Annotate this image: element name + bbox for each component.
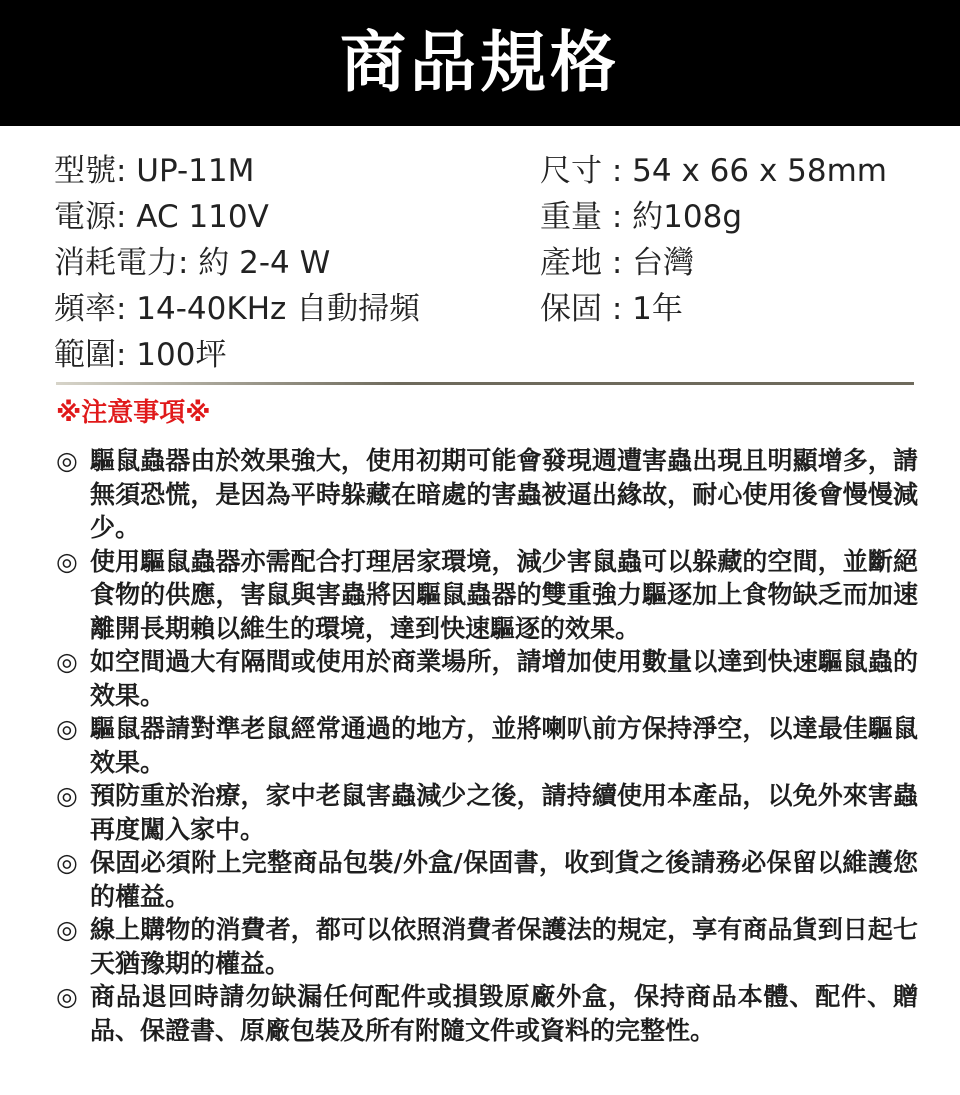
notice-item-text: 商品退回時請勿缺漏任何配件或損毀原廠外盒，保持商品本體、配件、贈品、保證書、原廠包裝及所有附隨文件或資料的完整性。 (90, 982, 918, 1045)
notice-item-text: 驅鼠蟲器由於效果強大，使用初期可能會發現週遭害蟲出現且明顯增多，請無須恐慌，是因為平時躲藏在暗處的害蟲被逼出緣故，耐心使用後會慢慢減少。 (90, 446, 918, 542)
notice-item (56, 846, 918, 913)
notice-item (56, 444, 918, 545)
spec-origin: 產地 : 台灣 (540, 245, 695, 281)
notice-item (56, 779, 918, 846)
notice-item (56, 645, 918, 712)
spec-column-right (540, 148, 887, 332)
notice-item (56, 545, 918, 646)
bullet-icon: ◎ (56, 714, 78, 743)
spec-power-source: 電源: AC 110V (54, 199, 269, 235)
spec-model: 型號: UP-11M (54, 153, 255, 189)
notice-item (56, 980, 918, 1047)
spec-warranty: 保固 : 1年 (540, 291, 683, 327)
notice-item-text: 保固必須附上完整商品包裝/外盒/保固書，收到貨之後請務必保留以維護您的權益。 (90, 848, 918, 911)
bullet-icon: ◎ (56, 446, 78, 475)
bullet-icon: ◎ (56, 848, 78, 877)
page-title: 商品規格 (340, 24, 620, 101)
spec-frequency: 頻率: 14-40KHz 自動掃頻 (54, 291, 421, 327)
section-divider (56, 382, 914, 385)
notice-item-text: 使用驅鼠蟲器亦需配合打理居家環境，減少害鼠蟲可以躲藏的空間，並斷絕食物的供應，害鼠與害蟲將因驅鼠蟲器的雙重強力驅逐加上食物缺乏而加速離開長期賴以維生的環境，達到快速驅逐的效果。 (90, 546, 918, 643)
header-banner (0, 0, 960, 126)
notice-item (56, 712, 918, 779)
bullet-icon: ◎ (56, 982, 78, 1011)
spec-power-consumption: 消耗電力: 約 2-4 W (54, 245, 331, 281)
bullet-icon: ◎ (56, 915, 78, 944)
bullet-icon: ◎ (56, 781, 78, 810)
notice-heading: ※注意事項※ (56, 398, 211, 428)
spec-weight: 重量 : 約108g (540, 199, 742, 235)
notice-item-text: 線上購物的消費者，都可以依照消費者保護法的規定，享有商品貨到日起七天猶豫期的權益。 (90, 915, 918, 978)
notice-list (56, 444, 918, 1047)
bullet-icon: ◎ (56, 647, 78, 676)
notice-item (56, 913, 918, 980)
spec-dimensions: 尺寸 : 54 x 66 x 58mm (540, 153, 887, 189)
bullet-icon: ◎ (56, 546, 78, 576)
spec-column-left (54, 148, 420, 378)
notice-item-text: 預防重於治療，家中老鼠害蟲減少之後，請持續使用本產品，以免外來害蟲再度闖入家中。 (90, 781, 918, 844)
notice-item-text: 驅鼠器請對準老鼠經常通過的地方，並將喇叭前方保持淨空，以達最佳驅鼠效果。 (90, 714, 918, 777)
notice-item-text: 如空間過大有隔間或使用於商業場所，請增加使用數量以達到快速驅鼠蟲的效果。 (90, 647, 918, 710)
spec-range: 範圍: 100坪 (54, 337, 227, 373)
